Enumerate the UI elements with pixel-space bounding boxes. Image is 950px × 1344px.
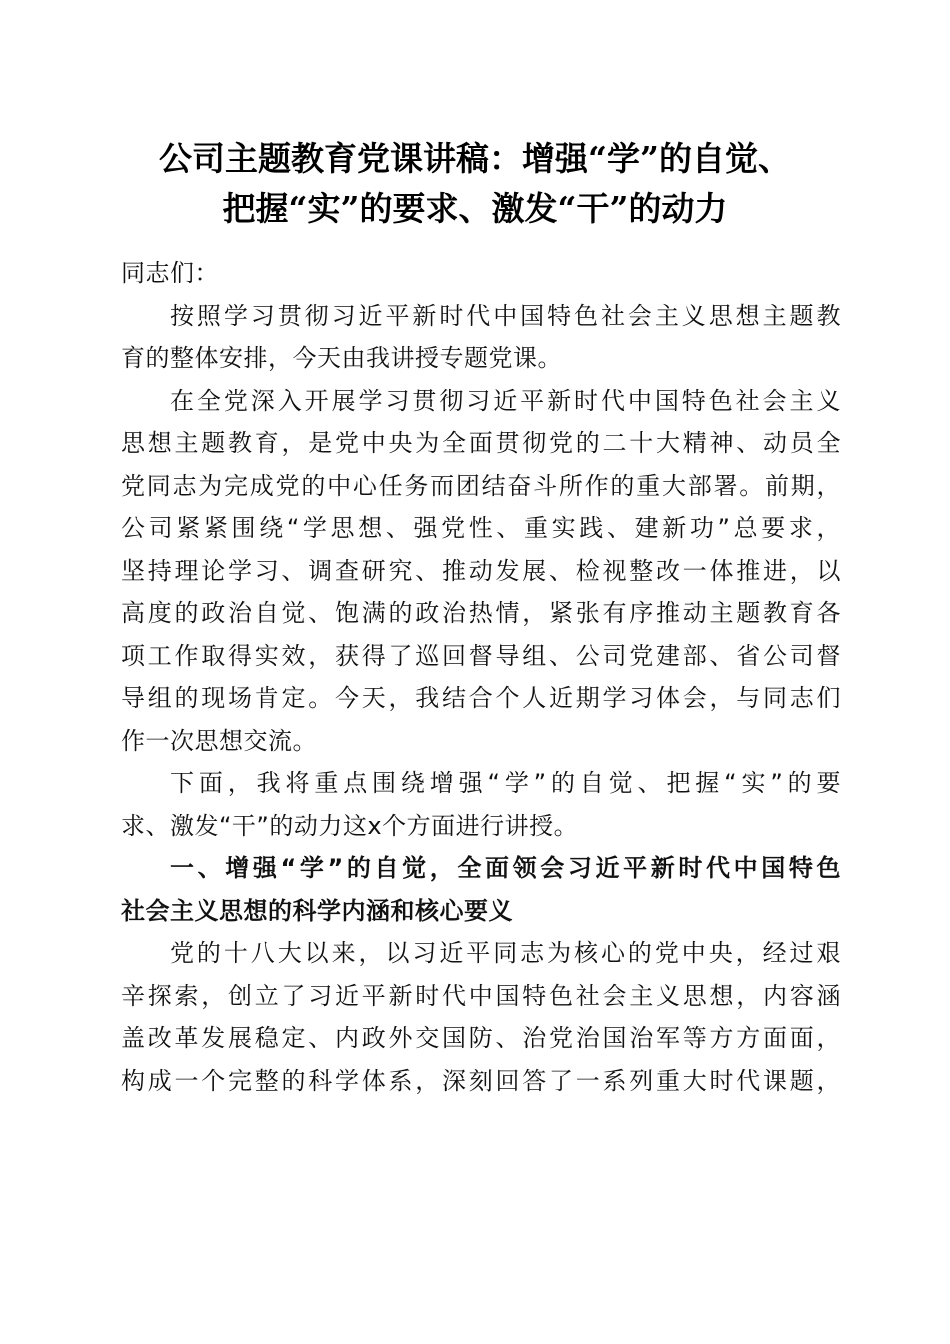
paragraph-line: 育的整体安排，今天由我讲授专题党课。: [121, 344, 562, 372]
paragraph-line: 在全党深入开展学习贯彻习近平新时代中国特色社会主义: [170, 386, 841, 415]
paragraph-line: 盖改革发展稳定、内政外交国防、治党治国治军等方方面面，: [121, 1024, 841, 1052]
paragraph-line: 项工作取得实效，获得了巡回督导组、公司党建部、省公司督: [121, 641, 841, 670]
document-body: [121, 252, 841, 1102]
section-paragraph: [121, 932, 841, 1102]
heading-line: 社会主义思想的科学内涵和核心要义: [121, 896, 513, 925]
paragraph-line: 导组的现场肯定。今天，我结合个人近期学习体会，与同志们: [121, 684, 841, 712]
paragraph-line: 党同志为完成党的中心任务而团结奋斗所作的重大部署。前期，: [121, 471, 841, 500]
paragraph-line: 下面，我将重点围绕增强“学”的自觉、把握“实”的要: [170, 769, 841, 797]
paragraph-line: 求、激发“干”的动力这x个方面进行讲授。: [121, 811, 579, 840]
salutation: 同志们：: [121, 259, 219, 287]
section-heading: [121, 847, 841, 932]
paragraph-line: 公司紧紧围绕“学思想、强党性、重实践、建新功”总要求，: [121, 514, 841, 542]
paragraph-line: 高度的政治自觉、饱满的政治热情，紧张有序推动主题教育各: [121, 599, 841, 627]
title-line: 把握“实”的要求、激发“干”的动力: [222, 189, 728, 228]
paragraph-line: 坚持理论学习、调查研究、推动发展、检视整改一体推进，以: [121, 556, 841, 585]
paragraph-outline: [121, 762, 841, 847]
paragraph-line: 构成一个完整的科学体系，深刻回答了一系列重大时代课题，: [121, 1066, 841, 1095]
paragraph-line: 党的十八大以来，以习近平同志为核心的党中央，经过艰: [170, 939, 841, 967]
paragraph-line: 辛探索，创立了习近平新时代中国特色社会主义思想，内容涵: [121, 981, 841, 1010]
paragraph-line: 按照学习贯彻习近平新时代中国特色社会主义思想主题教: [170, 301, 841, 330]
document-title: [80, 134, 870, 234]
title-line: 公司主题教育党课讲稿：增强“学”的自觉、: [159, 139, 791, 178]
paragraph-line: 思想主题教育，是党中央为全面贯彻党的二十大精神、动员全: [121, 429, 841, 457]
paragraph-intro: [121, 295, 841, 380]
paragraph-line: 作一次思想交流。: [121, 726, 317, 755]
paragraph-background: [121, 380, 841, 763]
heading-line: 一、增强“学”的自觉，全面领会习近平新时代中国特色: [170, 854, 841, 882]
